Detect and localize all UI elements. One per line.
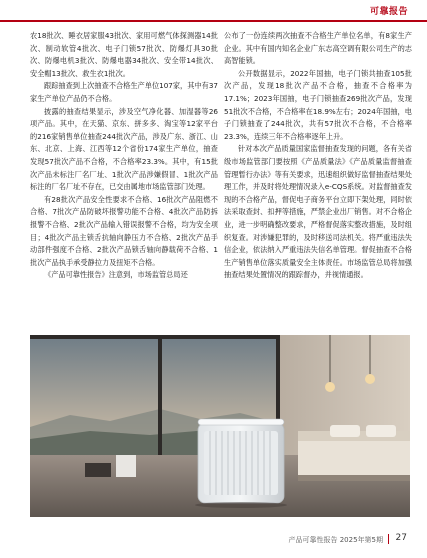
paragraph: 《产品可靠性报告》注意到，市场监管总局还 <box>44 270 188 280</box>
left-column <box>30 30 218 282</box>
paragraph: 公布了一份连续两次抽查不合格生产单位名单，有8家生产企业。其中有国内知名企业广东志高空调有限公司生产的志高智能锁。 <box>224 31 412 66</box>
footer-separator <box>388 534 389 544</box>
paragraph: 公开数据显示，2022年国抽，电子门锁共抽查105批次产品，发现18批次产品不合格，抽查不合格率为17.1%；2023年国抽，电子门锁抽查269批次产品，发现51批次不合格，不合格率在18.9%左右；2024年国抽，电子门锁抽查了244批次，共有57批次不合格，不合格率23.3%，连续三年不合格率逐年上升。 <box>224 68 412 141</box>
publication-name: 产品可靠性报告 2025年第5期 <box>288 536 383 544</box>
right-column <box>224 30 412 282</box>
paragraph: 披露的抽查结果显示，涉及空气净化器、加湿器等26项产品。其中，在天猫、京东、拼多多、淘宝等12家平台的216家销售单位抽查244批次产品，涉及广东、浙江、山东、北京、上海、江西等12个省份174家生产单位，抽查发现57批次产品不合格，不合格率23.3%。其中，有15批次产品未标注厂名厂址、1批次产品涉嫌假冒、1批次产品标注的厂名厂址不存在，已交由属地市场监管部门处理。 <box>30 106 218 192</box>
header-rule <box>0 20 427 22</box>
page-footer <box>0 525 427 558</box>
paragraph: 农18批次、睡衣居家服43批次、家用可燃气体探测器14批次、制动软管4批次、电子门锁57批次、防爆灯具30批次、防爆电机3批次、防爆电器34批次、安全带14批次、安全帽13批次、救生衣1批次。 <box>30 31 218 78</box>
page-header <box>0 0 427 24</box>
paragraph: 针对本次产品质量国家监督抽查发现的问题，各有关省级市场监管部门要按照《产品质量法》《产品质量监督抽查管理暂行办法》等有关要求，迅速组织做好监督抽查结果处理工作，并及时将处理情况录入e-CQS系统。对监督抽查发现的不合格产品，督促电子商务平台立即下架处理，同时依法采取查封、扣押等措施，严禁企业出厂销售。对不合格企业，进一步明确整改要求，严格督促落实整改措施，及时组织复查。对涉嫌犯罪的，及时移送司法机关。将严重违法失信企业，依法纳入严重违法失信名单管理。督促抽查不合格生产销售单位落实质量安全主体责任。市场监管总局将加强抽查结果处置情况的跟踪督办，并视情通报。 <box>224 144 412 280</box>
air-purifier-in-bedroom-photo <box>30 335 410 517</box>
paragraph: 跟踪抽查到上次抽查不合格生产单位107家，其中有37家生产单位产品仍不合格。 <box>30 81 218 103</box>
air-purifier <box>195 419 287 508</box>
room-illustration <box>30 335 410 517</box>
page-number: 27 <box>395 533 407 543</box>
section-title: 可靠报告 <box>369 7 408 17</box>
paragraph: 有28批次产品安全性要求不合格、16批次产品阻燃不合格、7批次产品防破坏报警功能不合格、4批次产品防拆报警不合格、2批次产品输入错误报警不合格，均为安全项目；4批次产品主锁舌抗轴向静压力不合格、2批次产品手动部件强度不合格、2批次产品锁舌轴向静载荷不合格、1批次产品执手承受静拉力及扭矩不合格。 <box>30 194 218 267</box>
